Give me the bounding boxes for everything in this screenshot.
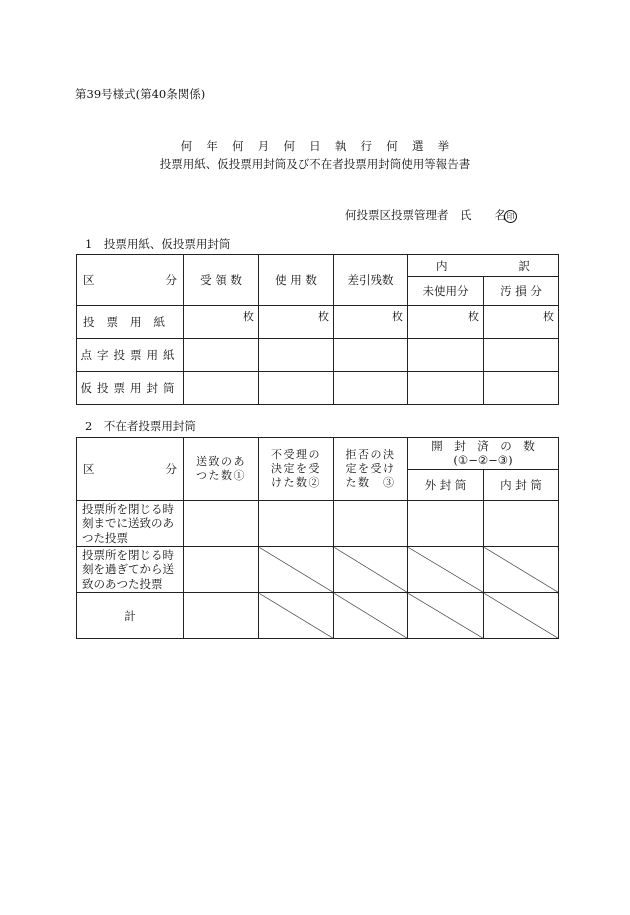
header-sent-line: 送致のあ — [196, 455, 246, 469]
title-char: 何 — [232, 139, 244, 153]
struck-cell — [334, 593, 408, 639]
row-label-line: 投票所を閉じる時 — [82, 501, 174, 516]
header-breakdown — [408, 255, 559, 277]
title-char: 年 — [206, 139, 219, 153]
unit-cell: 枚 — [184, 306, 259, 339]
section1-heading: 1 投票用紙、仮投票用封筒 — [85, 237, 231, 251]
header-breakdown-right: 訳 — [518, 258, 530, 273]
data-cell — [259, 372, 334, 405]
title-char: 行 — [360, 139, 373, 153]
header-rejected-line: 拒否の決 — [345, 448, 396, 462]
data-cell — [484, 339, 559, 372]
header-remaining: 差引残数 — [334, 255, 408, 306]
seal-mark: 印 — [504, 210, 517, 223]
unit-cell: 枚 — [334, 306, 408, 339]
data-cell — [184, 593, 259, 639]
row-label: 投票用紙 — [77, 306, 184, 339]
header-received: 受 領 数 — [184, 255, 259, 306]
signer-text: 何投票区投票管理者 氏 名 — [345, 208, 506, 222]
struck-cell — [408, 593, 484, 639]
signer-line — [345, 207, 517, 223]
data-cell — [408, 339, 484, 372]
title-char: 執 — [334, 139, 347, 153]
struck-cell — [259, 547, 334, 593]
data-cell — [484, 501, 559, 547]
data-cell — [184, 339, 259, 372]
header-opened-line: (①−②−③) — [453, 452, 513, 467]
struck-cell — [334, 547, 408, 593]
header-not-accepted-line: けた数② — [271, 475, 321, 489]
title-char: 月 — [257, 139, 270, 153]
row-label — [77, 547, 184, 593]
data-cell — [408, 372, 484, 405]
row-label-line: 投票所を閉じる時 — [82, 547, 174, 562]
title-date-line — [0, 138, 630, 154]
struck-cell — [484, 547, 559, 593]
section2-heading: 2 不在者投票用封筒 — [85, 419, 196, 433]
struck-cell — [484, 593, 559, 639]
struck-cell — [408, 547, 484, 593]
total-label: 計 — [77, 593, 184, 639]
header-sent-line: つた数① — [196, 469, 246, 482]
data-cell — [184, 372, 259, 405]
title-char: 挙 — [437, 139, 450, 153]
title-char: 何 — [386, 139, 398, 153]
unit-cell: 枚 — [408, 306, 484, 339]
header-kubun — [77, 255, 184, 306]
header-rejected — [334, 438, 408, 501]
row-label: 仮投票用封筒 — [77, 372, 184, 405]
data-cell — [408, 501, 484, 547]
ballot-paper-table — [76, 254, 559, 405]
header-inner-envelope: 内 封 筒 — [484, 470, 559, 501]
data-cell — [184, 501, 259, 547]
header-damaged: 汚 損 分 — [484, 277, 559, 306]
header-rejected-line: た数 ③ — [345, 475, 396, 489]
row-label: 点字投票用紙 — [77, 339, 184, 372]
title-char: 選 — [411, 139, 424, 153]
header-sent — [184, 438, 259, 501]
row-label-line: つた投票 — [82, 530, 128, 545]
data-cell — [259, 339, 334, 372]
data-cell — [184, 547, 259, 593]
header-kubun — [77, 438, 184, 501]
header-kubun-left: 区 — [83, 273, 95, 287]
header-kubun-right: 分 — [165, 462, 177, 476]
data-cell — [484, 372, 559, 405]
data-cell — [334, 372, 408, 405]
row-label — [77, 501, 184, 547]
header-not-accepted-line: 決定を受 — [271, 462, 321, 476]
unit-cell: 枚 — [484, 306, 559, 339]
row-label-line: 致のあつた投票 — [82, 576, 163, 591]
unit-cell: 枚 — [259, 306, 334, 339]
struck-cell — [259, 593, 334, 639]
form-number: 第39号様式(第40条関係) — [75, 87, 206, 101]
header-kubun-left: 区 — [83, 462, 95, 476]
header-used: 使 用 数 — [259, 255, 334, 306]
row-label-line: 刻を過ぎてから送 — [82, 562, 174, 577]
document-title: 投票用紙、仮投票用封筒及び不在者投票用封筒使用等報告書 — [159, 157, 471, 171]
header-opened-line: 開 封 済 の 数 — [431, 439, 535, 454]
header-unused: 未使用分 — [408, 277, 484, 306]
header-rejected-line: 定を受け — [345, 462, 396, 476]
row-label-line: 刻までに送致のあ — [82, 516, 174, 531]
data-cell — [334, 501, 408, 547]
title-char: 何 — [180, 139, 193, 153]
header-not-accepted — [259, 438, 334, 501]
title-char: 日 — [309, 139, 321, 153]
data-cell — [259, 501, 334, 547]
header-opened — [408, 438, 559, 470]
header-not-accepted-line: 不受理の — [271, 448, 321, 462]
header-outer-envelope: 外 封 筒 — [408, 470, 484, 501]
header-breakdown-left: 内 — [436, 258, 448, 273]
data-cell — [334, 339, 408, 372]
header-kubun-right: 分 — [165, 273, 177, 287]
absentee-envelope-table — [76, 437, 559, 639]
title-char: 何 — [283, 139, 296, 153]
